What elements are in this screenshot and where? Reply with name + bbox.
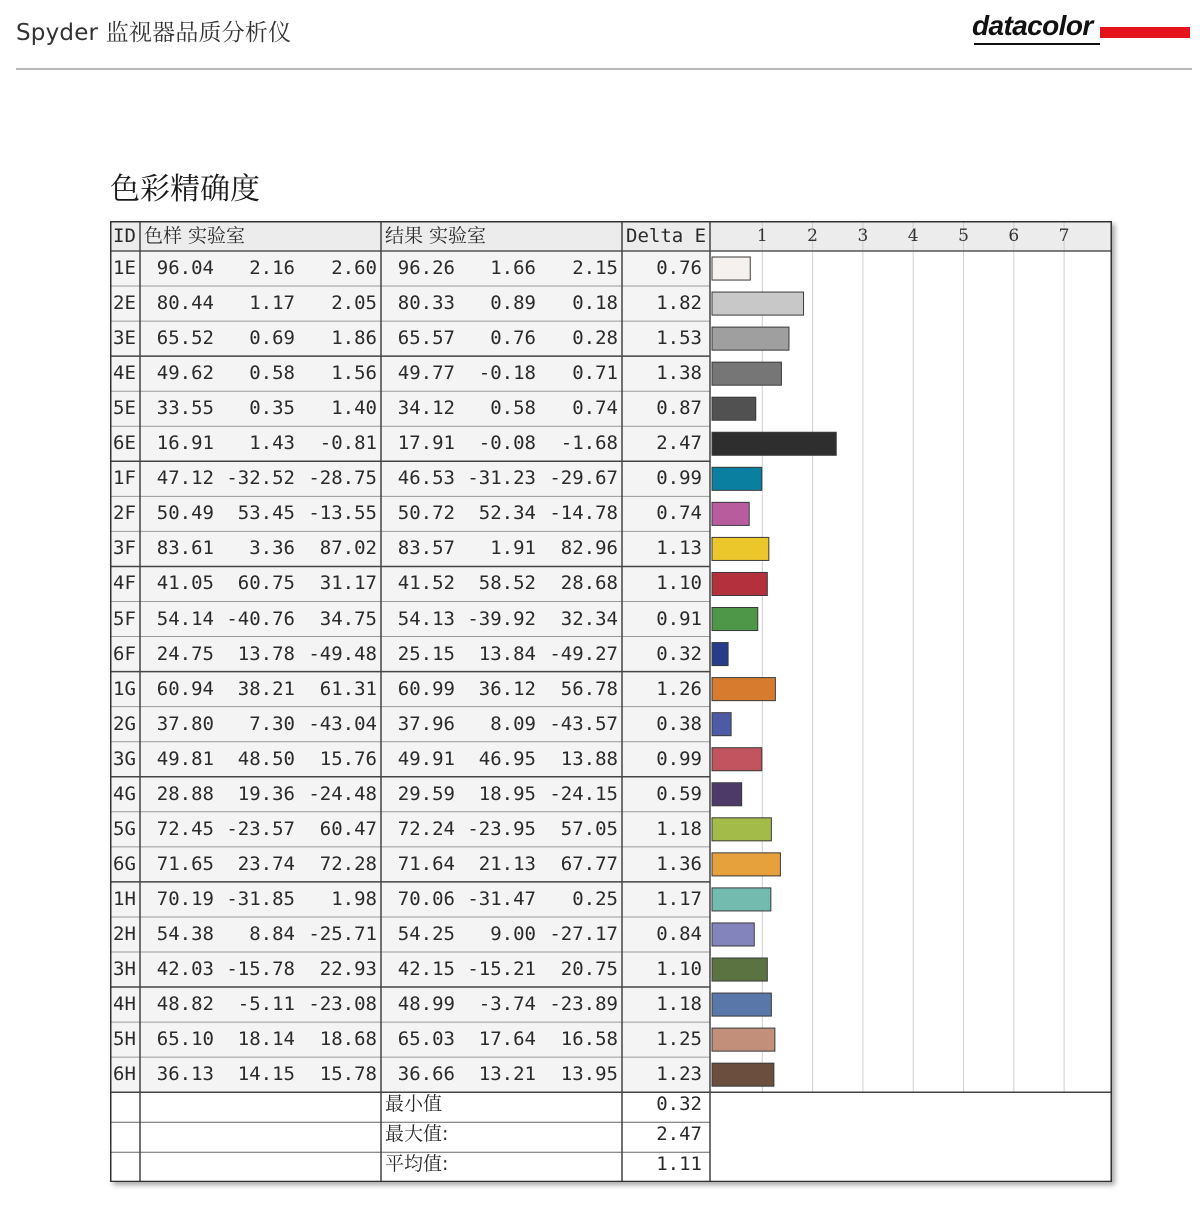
delta-e-value: 0.84 (656, 922, 702, 945)
result-lab-value: 0.76 (490, 327, 536, 350)
sample-lab-value: -32.52 (226, 467, 295, 490)
delta-e-bar (712, 502, 749, 525)
sample-lab-value: -43.04 (308, 712, 377, 735)
patch-id: 4H (113, 993, 136, 1016)
summary-label: 最小值 (385, 1093, 443, 1116)
patch-id: 2G (113, 712, 136, 735)
sample-lab-value: 8.84 (249, 922, 295, 945)
result-lab-value: 9.00 (490, 922, 536, 945)
sample-lab-value: -23.57 (226, 817, 295, 840)
brand-underline (974, 43, 1100, 45)
delta-e-bar (712, 678, 775, 701)
sample-lab-value: 36.13 (156, 1063, 214, 1086)
patch-id: 5F (113, 607, 136, 630)
sample-lab-value: -25.71 (308, 922, 377, 945)
sample-lab-value: 53.45 (237, 502, 295, 525)
sample-lab-value: 28.88 (156, 782, 214, 805)
patch-id: 4F (113, 572, 136, 595)
result-lab-value: 60.99 (397, 677, 455, 700)
delta-e-value: 1.82 (656, 292, 702, 315)
sample-lab-value: 60.75 (237, 572, 295, 595)
delta-e-bar (712, 1028, 775, 1051)
result-lab-value: 18.95 (478, 782, 536, 805)
result-lab-value: 80.33 (397, 292, 455, 315)
sample-lab-value: 19.36 (237, 782, 295, 805)
result-lab-value: 54.13 (397, 607, 455, 630)
result-lab-value: 20.75 (560, 958, 618, 980)
result-lab-value: 37.96 (397, 712, 455, 735)
sample-lab-value: 22.93 (319, 958, 377, 980)
summary-label: 平均值: (385, 1153, 449, 1176)
result-lab-value: 46.95 (478, 747, 536, 770)
patch-id: 3E (113, 327, 136, 350)
delta-e-value: 0.59 (656, 782, 702, 805)
result-lab-value: 13.95 (560, 1063, 618, 1086)
result-lab-value: 8.09 (490, 712, 536, 735)
sample-lab-value: 42.03 (156, 958, 214, 980)
delta-e-value: 0.87 (656, 397, 702, 420)
sample-lab-value: 23.74 (237, 852, 295, 875)
delta-e-value: 1.26 (656, 677, 702, 700)
section-title: 色彩精确度 (110, 172, 260, 207)
sample-lab-value: 1.17 (249, 292, 295, 315)
result-lab-value: 96.26 (397, 257, 455, 279)
sample-lab-value: 70.19 (156, 887, 214, 910)
result-lab-value: 0.74 (572, 397, 618, 420)
sample-lab-value: 60.47 (319, 817, 377, 840)
sample-lab-value: 2.05 (331, 292, 377, 315)
patch-id: 1G (113, 677, 136, 700)
sample-lab-value: 1.56 (331, 362, 377, 385)
sample-lab-value: 72.28 (319, 852, 377, 875)
delta-e-bar (712, 362, 781, 385)
sample-lab-value: 0.58 (249, 362, 295, 385)
result-lab-value: 29.59 (397, 782, 455, 805)
scale-tick-label: 3 (857, 226, 869, 246)
sample-lab-value: 54.38 (156, 922, 214, 945)
delta-e-bar (712, 713, 731, 736)
result-lab-value: 17.91 (397, 432, 455, 455)
result-lab-value: 1.91 (490, 537, 536, 560)
patch-id: 3F (113, 537, 136, 560)
sample-lab-value: 48.82 (156, 993, 214, 1016)
sample-lab-value: -28.75 (308, 467, 377, 490)
scale-tick-label: 1 (756, 226, 768, 246)
delta-e-value: 1.18 (656, 993, 702, 1016)
patch-id: 6H (113, 1063, 136, 1086)
result-lab-value: 25.15 (397, 642, 455, 665)
result-lab-value: -31.47 (467, 887, 536, 910)
summary-value: 2.47 (656, 1123, 702, 1146)
sample-lab-value: 2.16 (249, 257, 295, 279)
result-lab-value: 50.72 (397, 502, 455, 525)
result-lab-value: -3.74 (478, 993, 536, 1016)
app-title: Spyder 监视器品质分析仪 (16, 20, 292, 46)
patch-id: 3G (113, 747, 136, 770)
sample-lab-value: -13.55 (308, 502, 377, 525)
sample-lab-value: 16.91 (156, 432, 214, 455)
sample-lab-value: 47.12 (156, 467, 214, 490)
sample-lab-value: 18.68 (319, 1028, 377, 1051)
result-lab-value: -23.89 (549, 993, 618, 1016)
result-lab-value: 2.15 (572, 257, 618, 279)
patch-id: 3H (113, 958, 136, 980)
result-lab-value: 0.25 (572, 887, 618, 910)
result-lab-value: 13.21 (478, 1063, 536, 1086)
result-lab-value: 28.68 (560, 572, 618, 595)
delta-e-bar (712, 643, 728, 666)
delta-e-bar (712, 818, 771, 841)
column-header-id: ID (113, 225, 136, 247)
sample-lab-value: -31.85 (226, 887, 295, 910)
sample-lab-value: 54.14 (156, 607, 214, 630)
patch-id: 4G (113, 782, 136, 805)
result-lab-value: -14.78 (549, 502, 618, 525)
result-lab-value: 57.05 (560, 817, 618, 840)
result-lab-value: 49.91 (397, 747, 455, 770)
sample-lab-value: 33.55 (156, 397, 214, 420)
sample-lab-value: 60.94 (156, 677, 214, 700)
delta-e-value: 1.13 (656, 537, 702, 560)
sample-lab-value: 0.69 (249, 327, 295, 350)
sample-lab-value: 0.35 (249, 397, 295, 420)
delta-e-value: 0.76 (656, 257, 702, 279)
color-accuracy-table (110, 221, 1112, 1182)
patch-id: 5E (113, 397, 136, 420)
result-lab-value: 17.64 (478, 1028, 536, 1051)
patch-id: 1H (113, 887, 136, 910)
result-lab-value: -43.57 (549, 712, 618, 735)
delta-e-value: 1.10 (656, 958, 702, 980)
delta-e-bar (712, 292, 804, 315)
datacolor-logo (972, 10, 1190, 44)
delta-e-value: 1.23 (656, 1063, 702, 1086)
scale-tick-label: 5 (958, 226, 969, 246)
result-lab-value: -0.08 (478, 432, 536, 455)
result-lab-value: 0.58 (490, 397, 536, 420)
sample-lab-value: 14.15 (237, 1063, 295, 1086)
sample-lab-value: 49.81 (156, 747, 214, 770)
result-lab-value: -27.17 (549, 922, 618, 945)
result-lab-value: 13.84 (478, 642, 536, 665)
delta-e-bar (712, 327, 789, 350)
result-lab-value: 1.66 (490, 257, 536, 279)
result-lab-value: -31.23 (467, 467, 536, 490)
result-lab-value: 36.12 (478, 677, 536, 700)
sample-lab-value: 1.98 (331, 887, 377, 910)
patch-id: 6F (113, 642, 136, 665)
header-divider (16, 68, 1192, 70)
sample-lab-value: -24.48 (308, 782, 377, 805)
result-lab-value: 42.15 (397, 958, 455, 980)
sample-lab-value: 24.75 (156, 642, 214, 665)
result-lab-value: 32.34 (560, 607, 618, 630)
result-lab-value: 21.13 (478, 852, 536, 875)
result-lab-value: 54.25 (397, 922, 455, 945)
sample-lab-value: 65.10 (156, 1028, 214, 1051)
result-lab-value: 71.64 (397, 852, 455, 875)
result-lab-value: 65.57 (397, 327, 455, 350)
delta-e-value: 0.32 (656, 642, 702, 665)
delta-e-bar (712, 537, 769, 560)
delta-e-bar (712, 397, 756, 420)
result-lab-value: 82.96 (560, 537, 618, 560)
result-lab-value: 49.77 (397, 362, 455, 385)
sample-lab-value: 15.76 (319, 747, 377, 770)
result-lab-value: -15.21 (467, 958, 536, 980)
brand-red-bar (1100, 27, 1190, 38)
result-lab-value: 67.77 (560, 852, 618, 875)
scale-tick-label: 7 (1058, 226, 1070, 246)
patch-id: 5H (113, 1028, 136, 1051)
delta-e-bar (712, 748, 762, 771)
result-lab-value: -49.27 (549, 642, 618, 665)
sample-lab-value: 72.45 (156, 817, 214, 840)
sample-lab-value: -15.78 (226, 958, 295, 980)
sample-lab-value: 31.17 (319, 572, 377, 595)
sample-lab-value: 1.86 (331, 327, 377, 350)
delta-e-bar (712, 572, 767, 595)
result-lab-value: 48.99 (397, 993, 455, 1016)
sample-lab-value: 48.50 (237, 747, 295, 770)
delta-e-bar (712, 993, 771, 1016)
scale-tick-label: 6 (1008, 226, 1020, 246)
sample-lab-value: 13.78 (237, 642, 295, 665)
result-lab-value: -24.15 (549, 782, 618, 805)
delta-e-bar (712, 432, 836, 455)
column-header-delta-e: Delta E (626, 225, 707, 247)
delta-e-value: 1.36 (656, 852, 702, 875)
result-lab-value: 41.52 (397, 572, 455, 595)
delta-e-value: 2.47 (656, 432, 702, 455)
delta-e-value: 1.17 (656, 887, 702, 910)
result-lab-value: -29.67 (549, 467, 618, 490)
delta-e-value: 1.18 (656, 817, 702, 840)
sample-lab-value: -0.81 (319, 432, 377, 455)
result-lab-value: 34.12 (397, 397, 455, 420)
delta-e-value: 1.53 (656, 327, 702, 350)
sample-lab-value: 83.61 (156, 537, 214, 560)
delta-e-bar (712, 958, 767, 981)
result-lab-value: -0.18 (478, 362, 536, 385)
delta-e-bar (712, 1063, 774, 1086)
delta-e-bar (712, 467, 762, 490)
sample-lab-value: 38.21 (237, 677, 295, 700)
delta-e-value: 1.25 (656, 1028, 702, 1051)
result-lab-value: 0.89 (490, 292, 536, 315)
sample-lab-value: 80.44 (156, 292, 214, 315)
summary-label: 最大值: (385, 1123, 449, 1146)
result-lab-value: 58.52 (478, 572, 536, 595)
patch-id: 5G (113, 817, 136, 840)
sample-lab-value: 34.75 (319, 607, 377, 630)
sample-lab-value: -49.48 (308, 642, 377, 665)
patch-id: 6E (113, 432, 136, 455)
sample-lab-value: 96.04 (156, 257, 214, 279)
result-lab-value: 56.78 (560, 677, 618, 700)
delta-e-value: 0.99 (656, 467, 702, 490)
result-lab-value: 13.88 (560, 747, 618, 770)
result-lab-value: -23.95 (467, 817, 536, 840)
sample-lab-value: 87.02 (319, 537, 377, 560)
delta-e-bar (712, 853, 780, 876)
brand-wordmark: datacolor (972, 10, 1093, 41)
sample-lab-value: 15.78 (319, 1063, 377, 1086)
summary-value: 0.32 (656, 1093, 702, 1116)
result-lab-value: 36.66 (397, 1063, 455, 1086)
result-lab-value: 83.57 (397, 537, 455, 560)
result-lab-value: -1.68 (560, 432, 618, 455)
sample-lab-value: 71.65 (156, 852, 214, 875)
sample-lab-value: 3.36 (249, 537, 295, 560)
sample-lab-value: 2.60 (331, 257, 377, 279)
delta-e-value: 0.91 (656, 607, 702, 630)
sample-lab-value: 50.49 (156, 502, 214, 525)
column-header-result: 结果 实验室 (385, 225, 487, 247)
sample-lab-value: -5.11 (237, 993, 295, 1016)
delta-e-value: 0.74 (656, 502, 702, 525)
sample-lab-value: -40.76 (226, 607, 295, 630)
sample-lab-value: 1.40 (331, 397, 377, 420)
result-lab-value: 0.18 (572, 292, 618, 315)
sample-lab-value: 18.14 (237, 1028, 295, 1051)
summary-value: 1.11 (656, 1153, 702, 1176)
patch-id: 2F (113, 502, 136, 525)
sample-lab-value: 37.80 (156, 712, 214, 735)
delta-e-bar (712, 888, 771, 911)
column-header-sample: 色样 实验室 (144, 225, 246, 247)
result-lab-value: 46.53 (397, 467, 455, 490)
patch-id: 1F (113, 467, 136, 490)
patch-id: 2E (113, 292, 136, 315)
sample-lab-value: 7.30 (249, 712, 295, 735)
result-lab-value: 52.34 (478, 502, 536, 525)
result-lab-value: 0.71 (572, 362, 618, 385)
patch-id: 4E (113, 362, 136, 385)
sample-lab-value: -23.08 (308, 993, 377, 1016)
sample-lab-value: 65.52 (156, 327, 214, 350)
scale-tick-label: 2 (807, 226, 818, 246)
sample-lab-value: 49.62 (156, 362, 214, 385)
delta-e-value: 0.99 (656, 747, 702, 770)
delta-e-bar (712, 923, 754, 946)
result-lab-value: 65.03 (397, 1028, 455, 1051)
sample-lab-value: 41.05 (156, 572, 214, 595)
sample-lab-value: 61.31 (319, 677, 377, 700)
sample-lab-value: 1.43 (249, 432, 295, 455)
scale-tick-label: 4 (907, 226, 919, 246)
result-lab-value: 70.06 (397, 887, 455, 910)
result-lab-value: -39.92 (467, 607, 536, 630)
result-lab-value: 72.24 (397, 817, 455, 840)
delta-e-bar (712, 257, 750, 280)
delta-e-value: 1.10 (656, 572, 702, 595)
delta-e-bar (712, 783, 742, 806)
result-lab-value: 0.28 (572, 327, 618, 350)
delta-e-value: 1.38 (656, 362, 702, 385)
patch-id: 2H (113, 922, 136, 945)
patch-id: 6G (113, 852, 136, 875)
delta-e-value: 0.38 (656, 712, 702, 735)
delta-e-bar (712, 608, 758, 631)
patch-id: 1E (113, 257, 136, 279)
result-lab-value: 16.58 (560, 1028, 618, 1051)
